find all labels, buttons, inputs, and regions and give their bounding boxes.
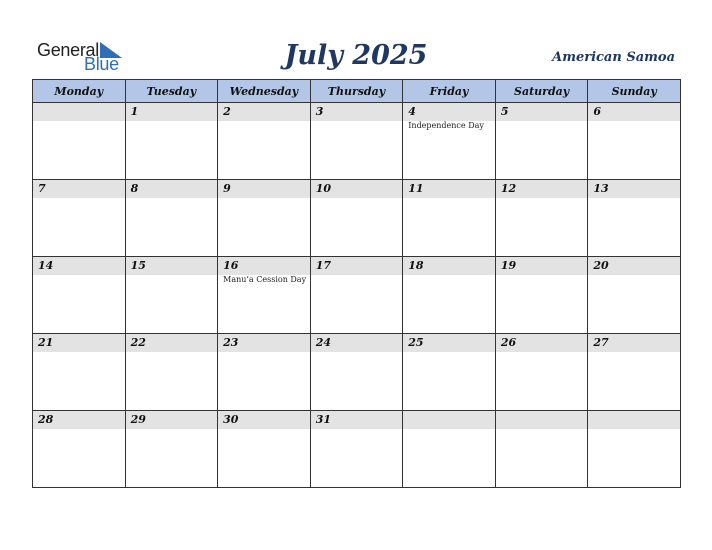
day-cell[interactable] xyxy=(310,411,403,488)
day-cell[interactable] xyxy=(33,257,126,334)
day-cell[interactable] xyxy=(125,180,218,257)
weekday-header: Sunday xyxy=(588,80,681,103)
day-cell[interactable] xyxy=(218,103,311,180)
day-cell[interactable] xyxy=(125,103,218,180)
week-row xyxy=(33,180,681,257)
day-number: 10 xyxy=(311,180,403,198)
week-row xyxy=(33,334,681,411)
day-number: 28 xyxy=(33,411,125,429)
day-cell[interactable] xyxy=(218,257,311,334)
logo-general-text: General xyxy=(37,40,99,60)
day-number: 30 xyxy=(218,411,310,429)
day-cell[interactable] xyxy=(495,334,588,411)
day-number: 17 xyxy=(311,257,403,275)
logo-blue-text: Blue xyxy=(84,54,119,74)
day-number: 13 xyxy=(588,180,680,198)
day-number: 23 xyxy=(218,334,310,352)
day-number: 4 xyxy=(403,103,495,121)
day-number xyxy=(33,103,125,121)
day-number: 7 xyxy=(33,180,125,198)
day-number: 21 xyxy=(33,334,125,352)
day-cell[interactable] xyxy=(403,180,496,257)
day-number: 8 xyxy=(126,180,218,198)
day-cell[interactable] xyxy=(310,180,403,257)
weekday-header: Saturday xyxy=(495,80,588,103)
day-number: 9 xyxy=(218,180,310,198)
day-cell[interactable] xyxy=(495,257,588,334)
day-cell[interactable] xyxy=(588,334,681,411)
holiday-label: Manu’a Cession Day xyxy=(223,275,307,284)
day-number xyxy=(588,411,680,429)
weekday-header: Friday xyxy=(403,80,496,103)
day-number: 16 xyxy=(218,257,310,275)
day-number: 1 xyxy=(126,103,218,121)
weekday-header: Thursday xyxy=(310,80,403,103)
day-cell[interactable] xyxy=(495,411,588,488)
day-number: 20 xyxy=(588,257,680,275)
day-cell[interactable] xyxy=(495,180,588,257)
day-number: 6 xyxy=(588,103,680,121)
day-number: 19 xyxy=(496,257,588,275)
holiday-label: Independence Day xyxy=(408,121,484,130)
calendar-grid xyxy=(32,79,681,488)
week-row xyxy=(33,103,681,180)
day-number: 24 xyxy=(311,334,403,352)
day-cell[interactable] xyxy=(403,103,496,180)
day-number: 18 xyxy=(403,257,495,275)
day-cell[interactable] xyxy=(403,257,496,334)
day-cell[interactable] xyxy=(33,411,126,488)
day-cell[interactable] xyxy=(33,334,126,411)
weekday-header: Wednesday xyxy=(218,80,311,103)
day-number: 26 xyxy=(496,334,588,352)
day-number: 2 xyxy=(218,103,310,121)
day-cell[interactable] xyxy=(588,411,681,488)
day-number: 27 xyxy=(588,334,680,352)
day-cell[interactable] xyxy=(218,334,311,411)
day-cell[interactable] xyxy=(125,334,218,411)
day-cell[interactable] xyxy=(588,103,681,180)
day-cell[interactable] xyxy=(403,334,496,411)
day-cell[interactable] xyxy=(218,180,311,257)
day-number: 11 xyxy=(403,180,495,198)
day-cell[interactable] xyxy=(588,257,681,334)
day-cell[interactable] xyxy=(125,411,218,488)
day-cell[interactable] xyxy=(588,180,681,257)
day-number: 25 xyxy=(403,334,495,352)
day-cell[interactable] xyxy=(495,103,588,180)
region-name: American Samoa xyxy=(552,50,675,65)
weekday-header: Tuesday xyxy=(125,80,218,103)
day-number: 29 xyxy=(126,411,218,429)
week-row xyxy=(33,411,681,488)
day-cell[interactable] xyxy=(310,103,403,180)
day-cell[interactable] xyxy=(310,334,403,411)
day-cell[interactable] xyxy=(310,257,403,334)
day-number: 3 xyxy=(311,103,403,121)
day-number xyxy=(496,411,588,429)
day-cell[interactable] xyxy=(33,180,126,257)
day-number: 15 xyxy=(126,257,218,275)
week-row xyxy=(33,257,681,334)
weekday-header-row xyxy=(33,80,681,103)
calendar-title: July 2025 xyxy=(284,40,428,71)
day-cell[interactable] xyxy=(33,103,126,180)
day-number: 14 xyxy=(33,257,125,275)
day-cell[interactable] xyxy=(218,411,311,488)
day-number: 31 xyxy=(311,411,403,429)
day-number: 5 xyxy=(496,103,588,121)
day-number xyxy=(403,411,495,429)
day-cell[interactable] xyxy=(125,257,218,334)
weekday-header: Monday xyxy=(33,80,126,103)
day-number: 12 xyxy=(496,180,588,198)
day-cell[interactable] xyxy=(403,411,496,488)
day-number: 22 xyxy=(126,334,218,352)
